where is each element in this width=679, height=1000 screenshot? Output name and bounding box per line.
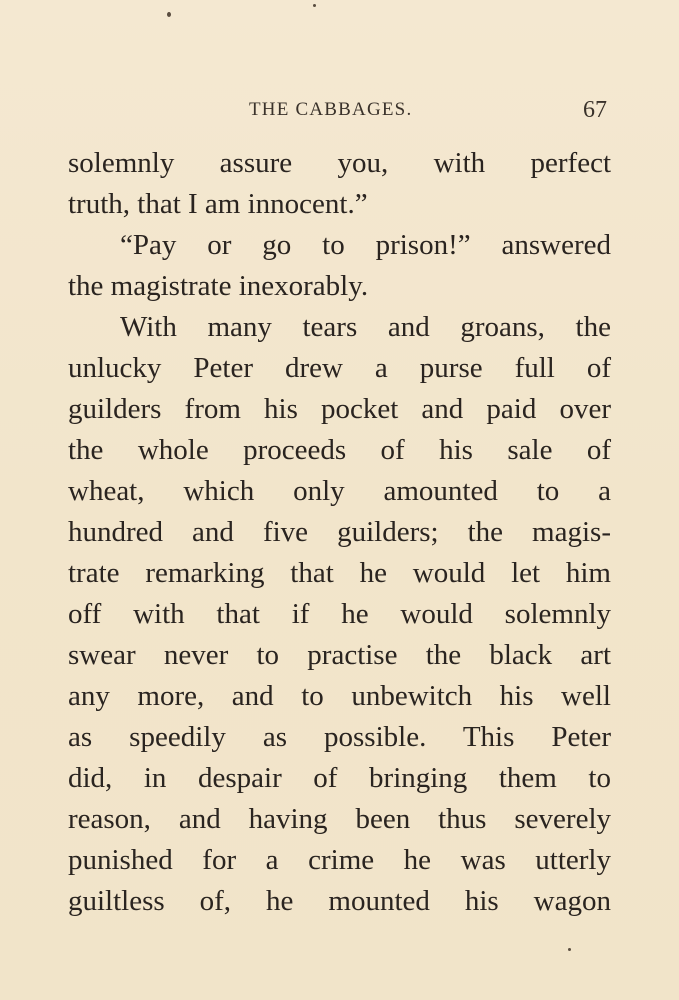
text-line: truth, that I am innocent.” bbox=[68, 188, 368, 220]
text-line: trate remarking that he would let him bbox=[68, 557, 611, 589]
text-line: any more, and to unbewitch his well bbox=[68, 680, 611, 712]
text-line: reason, and having been thus severely bbox=[68, 803, 611, 835]
ink-speck bbox=[167, 12, 171, 17]
text-line: did, in despair of bringing them to bbox=[68, 762, 611, 794]
text-line: guilders from his pocket and paid over bbox=[68, 393, 611, 425]
text-line: the magistrate inexorably. bbox=[68, 270, 369, 302]
text-line: the whole proceeds of his sale of bbox=[68, 434, 611, 466]
ink-speck bbox=[313, 4, 316, 7]
text-line: hundred and five guilders; the magis- bbox=[68, 516, 611, 548]
running-title: THE CABBAGES. bbox=[249, 99, 413, 120]
text-line: punished for a crime he was utterly bbox=[68, 844, 611, 876]
text-line: swear never to practise the black art bbox=[68, 639, 611, 671]
text-line: With many tears and groans, the bbox=[120, 311, 611, 343]
page-number: 67 bbox=[583, 97, 607, 123]
body-text bbox=[68, 143, 611, 922]
text-line: off with that if he would solemnly bbox=[68, 598, 611, 630]
text-line: as speedily as possible. This Peter bbox=[68, 721, 611, 753]
ink-speck bbox=[568, 948, 571, 951]
text-line: solemnly assure you, with perfect bbox=[68, 147, 611, 179]
text-line: guiltless of, he mounted his wagon bbox=[68, 885, 611, 917]
page-header bbox=[0, 97, 679, 127]
text-line: “Pay or go to prison!” answered bbox=[120, 229, 611, 261]
text-line: wheat, which only amounted to a bbox=[68, 475, 611, 507]
text-line: unlucky Peter drew a purse full of bbox=[68, 352, 611, 384]
